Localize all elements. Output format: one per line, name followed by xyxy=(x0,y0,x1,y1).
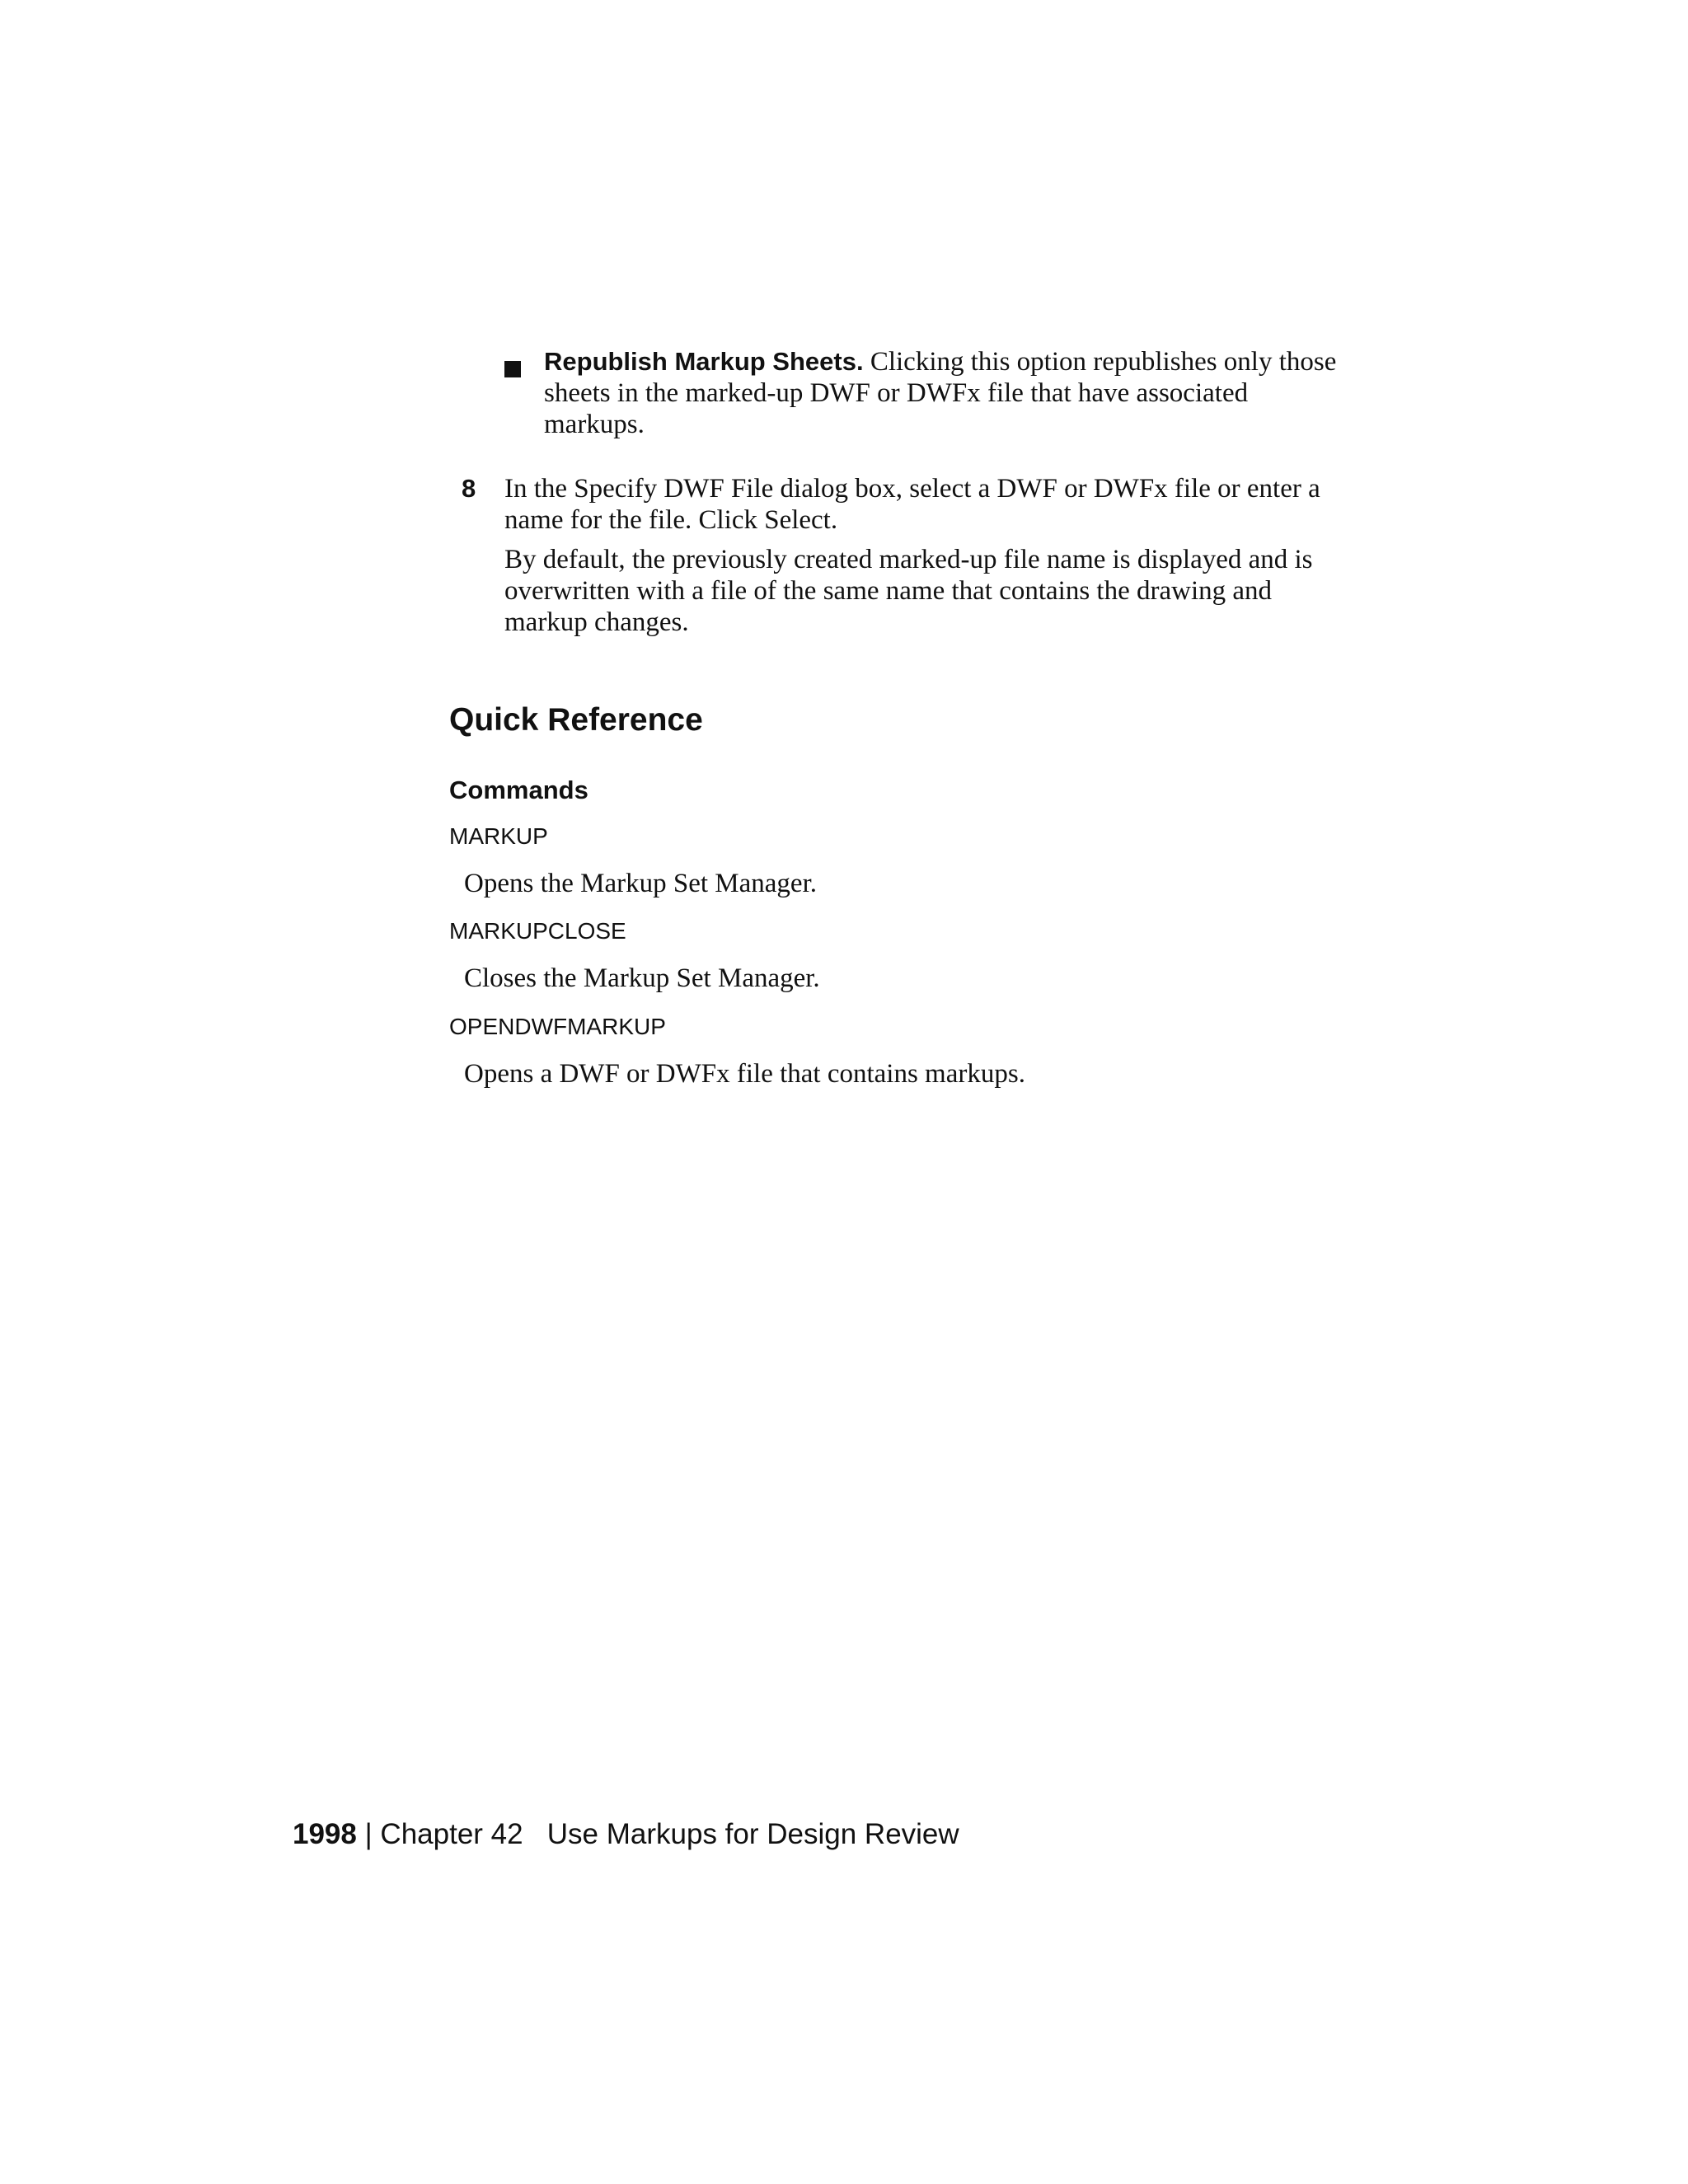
step-note: By default, the previously created marked-up file name is displayed and is overwritten with a file of the same name that contains the drawing and markup changes. xyxy=(504,545,1313,637)
step-number: 8 xyxy=(462,474,476,503)
command-name: MARKUP xyxy=(449,823,548,849)
command-name: OPENDWFMARKUP xyxy=(449,1014,666,1039)
step-instruction: In the Specify DWF File dialog box, select a DWF or DWFx file or enter a name for the file. Click Select. xyxy=(504,474,1320,535)
command-description: Opens a DWF or DWFx file that contains markups. xyxy=(464,1059,1025,1089)
command-name: MARKUPCLOSE xyxy=(449,918,626,944)
command-description: Opens the Markup Set Manager. xyxy=(464,869,817,898)
page-number: 1998 xyxy=(293,1818,357,1850)
command-description: Closes the Markup Set Manager. xyxy=(464,963,820,993)
chapter-label: Chapter 42 xyxy=(380,1818,523,1850)
bullet-body: Clicking this option republishes only those sheets in the marked-up DWF or DWFx file that have associated markups. xyxy=(544,347,1337,439)
bullet-title: Republish Markup Sheets. xyxy=(544,347,864,376)
commands-subheading: Commands xyxy=(449,776,588,804)
section-heading: Quick Reference xyxy=(449,702,703,738)
page-footer xyxy=(293,1816,959,1853)
bullet-text xyxy=(544,346,1345,440)
chapter-title: Use Markups for Design Review xyxy=(546,1818,959,1850)
square-bullet-icon xyxy=(504,361,521,377)
footer-separator: | xyxy=(356,1818,381,1850)
